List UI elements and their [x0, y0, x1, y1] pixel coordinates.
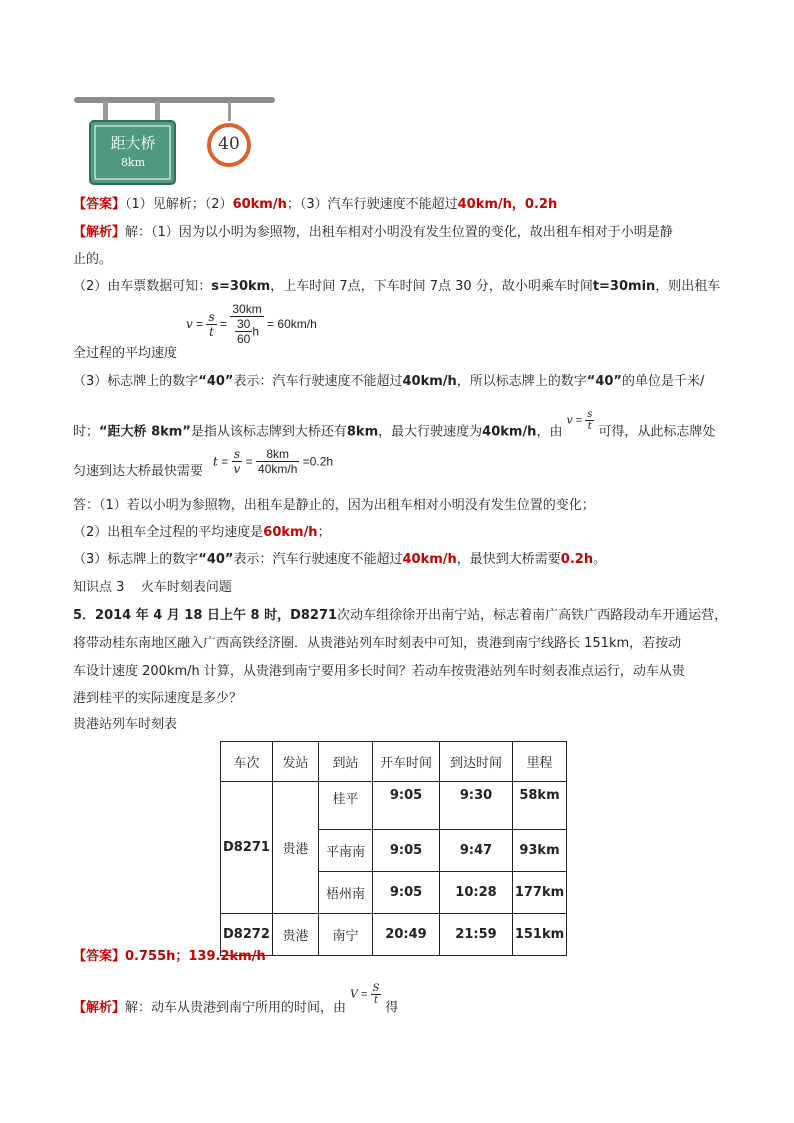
analysis1-line1: 【解析】解：（1）因为以小明为参照物，出租车相对小明没有发生位置的变化，故出租车相对于小明是静 — [73, 225, 673, 240]
table-row — [221, 782, 567, 830]
speed-limit-number: 40 — [218, 134, 240, 154]
cell-to: 梧州南 — [319, 872, 373, 914]
table-title: 贵港站列车时刻表 — [73, 717, 178, 732]
cell-to: 南宁 — [319, 914, 373, 956]
cell-to: 桂平 — [319, 782, 373, 830]
header-arrive: 到达时间 — [440, 742, 513, 782]
answer2-value: 0.755h；139.2km/h — [125, 949, 266, 964]
train-timetable — [220, 741, 567, 956]
cell-depart: 9:05 — [373, 782, 440, 830]
problem5-line3: 车设计速度 200km/h 计算，从贵港到南宁要用多长时间？若动车按贵港站列车时刻表准点运行，动车从贵 — [73, 664, 685, 679]
fraction-distance-over-time: 30km $\frac{30}{60}$ h — [232, 302, 262, 346]
problem5-line4: 港到桂平的实际速度是多少？ — [73, 691, 243, 706]
header-from: 发站 — [273, 742, 319, 782]
analysis1-line7: 匀速到达大桥最快需要 — [73, 464, 204, 479]
board-distance: 8km — [120, 156, 146, 169]
analysis1-line2: 止的。 — [73, 252, 113, 267]
problem5-line1: 5．2014 年 4 月 18 日上午 8 时，D8271次动车组徐徐开出南宁站，标志着南广高铁广西路段动车开通运营， — [73, 608, 728, 623]
cell-train: D8272 — [221, 914, 273, 956]
cell-to: 平南南 — [319, 830, 373, 872]
cell-distance: 58km — [513, 782, 567, 830]
cell-arrive: 9:30 — [440, 782, 513, 830]
answer1-line: 【答案】（1）见解析；（2）60km/h；（3）汽车行驶速度不能超过40km/h，0.2h — [73, 197, 558, 212]
cell-arrive: 21:59 — [440, 914, 513, 956]
analysis1-line5: （3）标志牌上的数字“40”表示：汽车行驶速度不能超过40km/h，所以标志牌上的数字“40”的单位是千米/ — [73, 374, 705, 389]
board-title: 距大桥 — [110, 134, 156, 152]
table-header-row — [221, 742, 567, 782]
analysis1-line3: （2）由车票数据可知：s=30km，上车时间 7点，下车时间 7点 30 分，故小明乘车时间t=30min，则出租车 — [73, 279, 721, 294]
sign-hanger-left — [103, 101, 108, 121]
header-distance: 里程 — [513, 742, 567, 782]
cell-arrive: 9:47 — [440, 830, 513, 872]
analysis1-line6: 时；“距大桥 8km”是指从该标志牌到大桥还有8km，最大行驶速度为40km/h，由v = $\frac{s}{t}$ 可得，从此标志牌处 — [73, 409, 716, 440]
answer2-label: 【答案】 — [73, 949, 126, 964]
problem5-line2: 将带动桂东南地区融入广西高铁经济圈．从贵港站列车时刻表中可知，贵港到南宁线路长 151km，若按动 — [73, 636, 682, 651]
header-to: 到站 — [319, 742, 373, 782]
sign-hanger-right — [155, 101, 160, 121]
answer1-label: 【答案】 — [73, 197, 126, 212]
analysis1-line4: 全过程的平均速度 — [73, 346, 178, 361]
cell-depart: 9:05 — [373, 872, 440, 914]
cell-from: 贵港 — [273, 782, 319, 914]
sign-hanger-round — [228, 101, 231, 121]
header-depart: 开车时间 — [373, 742, 440, 782]
conclusion-line1: 答：（1）若以小明为参照物，出租车是静止的，因为出租车相对小明没有发生位置的变化； — [73, 498, 595, 513]
answer2-line — [73, 948, 266, 966]
conclusion-line2: （2）出租车全过程的平均速度是60km/h； — [73, 525, 331, 540]
formula-travel-time: t = $\frac{s}{v}$ = $\frac{8km}{40km/h}$ =0.2h — [213, 447, 334, 476]
cell-depart: 9:05 — [373, 830, 440, 872]
table-row — [221, 914, 567, 956]
conclusion-line3: （3）标志牌上的数字“40”表示：汽车行驶速度不能超过40km/h，最快到大桥需要0.2h。 — [73, 552, 607, 567]
cell-depart: 20:49 — [373, 914, 440, 956]
formula-v-equals-s-over-t: v = $\frac{s}{t}$ — [566, 409, 593, 432]
formula-average-speed: v = $\frac{s}{t}$ = 30km $\frac{30}{60}$ h = 60km/h — [186, 302, 317, 346]
cell-distance: 151km — [513, 914, 567, 956]
analysis1-label: 【解析】 — [73, 225, 126, 240]
cell-from: 贵港 — [273, 914, 319, 956]
cell-train: D8271 — [221, 782, 273, 914]
formula-V-equals-S-over-t: V = $\frac{S}{t}$ — [350, 983, 380, 1006]
analysis2-line: 【解析】解：动车从贵港到南宁所用的时间，由V = $\frac{S}{t}$ 得 — [73, 983, 399, 1016]
section-title: 知识点 3 火车时刻表问题 — [73, 580, 232, 595]
fraction-s-over-t: $\frac{s}{t}$ — [208, 309, 215, 339]
cell-distance: 93km — [513, 830, 567, 872]
header-train: 车次 — [221, 742, 273, 782]
analysis2-label: 【解析】 — [73, 1000, 126, 1016]
cell-distance: 177km — [513, 872, 567, 914]
sign-illustration — [70, 92, 280, 192]
cell-arrive: 10:28 — [440, 872, 513, 914]
